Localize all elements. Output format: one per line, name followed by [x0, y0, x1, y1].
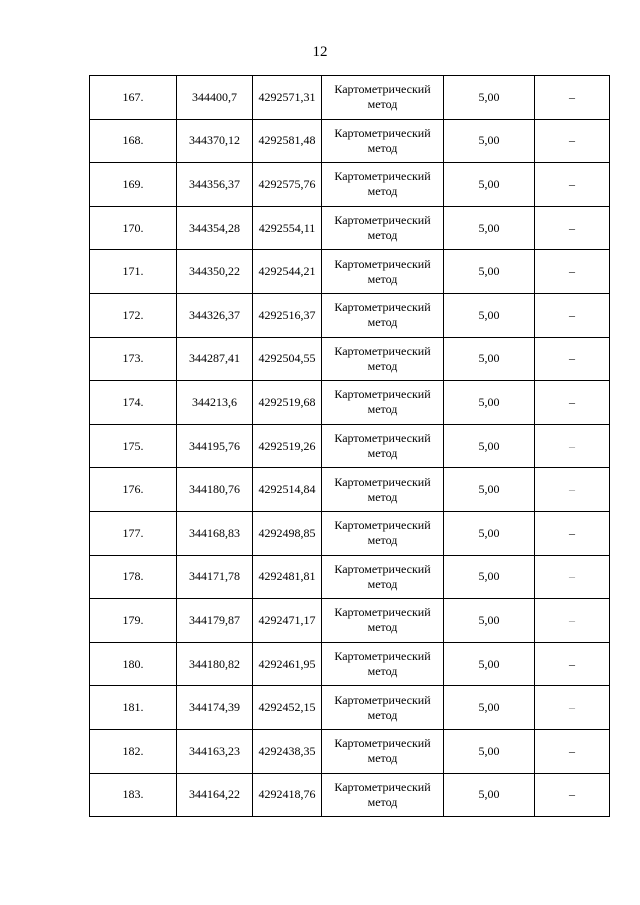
accuracy-text: 5,00 [478, 133, 500, 148]
method-cell [322, 511, 444, 555]
accuracy-cell [444, 293, 535, 337]
coord-y-cell [253, 381, 322, 425]
coord-x-cell [177, 555, 253, 599]
coord-y-text: 4292519,68 [258, 394, 316, 409]
coord-x-text: 344354,28 [189, 220, 240, 235]
note-cell [535, 468, 610, 512]
method-text-line2: метод [367, 620, 398, 635]
accuracy-text: 5,00 [478, 351, 500, 366]
accuracy-cell [444, 206, 535, 250]
method-text-line2: метод [367, 97, 398, 112]
accuracy-text: 5,00 [478, 700, 500, 715]
table-row [90, 424, 610, 468]
point-number-cell [90, 642, 177, 686]
method-cell [322, 337, 444, 381]
method-text-line1: Картометрический [334, 561, 431, 576]
point-number-text: 179. [122, 612, 144, 627]
method-text-line2: метод [367, 707, 398, 722]
coord-y-cell [253, 686, 322, 730]
coord-x-cell [177, 250, 253, 294]
point-number-cell [90, 250, 177, 294]
accuracy-text: 5,00 [478, 787, 500, 802]
coord-y-text: 4292471,17 [258, 612, 316, 627]
coord-x-cell [177, 468, 253, 512]
method-text-line2: метод [367, 402, 398, 417]
coord-y-text: 4292504,55 [258, 351, 316, 366]
note-cell [535, 686, 610, 730]
method-cell [322, 250, 444, 294]
point-number-cell [90, 163, 177, 207]
coord-y-cell [253, 642, 322, 686]
table-row [90, 642, 610, 686]
coord-x-cell [177, 337, 253, 381]
note-text: – [569, 133, 575, 148]
note-text: – [569, 264, 575, 279]
method-cell [322, 642, 444, 686]
note-text: – [569, 612, 575, 627]
method-cell [322, 555, 444, 599]
method-text-line2: метод [367, 446, 398, 461]
point-number-cell [90, 293, 177, 337]
method-text-line1: Картометрический [334, 518, 431, 533]
coord-x-text: 344326,37 [189, 307, 240, 322]
point-number-cell [90, 337, 177, 381]
point-number-text: 174. [122, 394, 144, 409]
coord-y-text: 4292575,76 [258, 176, 316, 191]
method-text-line1: Картометрический [334, 692, 431, 707]
accuracy-cell [444, 381, 535, 425]
point-number-text: 175. [122, 438, 144, 453]
coord-x-text: 344287,41 [189, 351, 240, 366]
note-text: – [569, 438, 575, 453]
method-text-line1: Картометрический [334, 474, 431, 489]
note-text: – [569, 743, 575, 758]
coord-x-text: 344400,7 [192, 89, 237, 104]
coord-x-cell [177, 424, 253, 468]
coord-x-cell [177, 729, 253, 773]
coord-x-text: 344179,87 [189, 612, 240, 627]
accuracy-cell [444, 250, 535, 294]
note-text: – [569, 220, 575, 235]
accuracy-text: 5,00 [478, 525, 500, 540]
method-text-line2: метод [367, 358, 398, 373]
coord-x-text: 344174,39 [189, 700, 240, 715]
method-text-line1: Картометрический [334, 387, 431, 402]
method-text-line2: метод [367, 271, 398, 286]
coord-y-cell [253, 773, 322, 817]
accuracy-text: 5,00 [478, 394, 500, 409]
coord-x-cell [177, 381, 253, 425]
method-cell [322, 381, 444, 425]
coord-x-cell [177, 511, 253, 555]
method-text-line1: Картометрический [334, 300, 431, 315]
accuracy-text: 5,00 [478, 176, 500, 191]
point-number-cell [90, 555, 177, 599]
coord-x-text: 344195,76 [189, 438, 240, 453]
accuracy-text: 5,00 [478, 743, 500, 758]
method-cell [322, 773, 444, 817]
note-cell [535, 250, 610, 294]
method-text-line2: метод [367, 315, 398, 330]
note-cell [535, 119, 610, 163]
coord-y-text: 4292544,21 [258, 264, 316, 279]
note-text: – [569, 525, 575, 540]
method-text-line2: метод [367, 140, 398, 155]
coord-y-cell [253, 206, 322, 250]
method-cell [322, 119, 444, 163]
point-number-text: 182. [122, 743, 144, 758]
coord-x-cell [177, 686, 253, 730]
coord-y-text: 4292571,31 [258, 89, 316, 104]
coord-y-cell [253, 599, 322, 643]
accuracy-cell [444, 686, 535, 730]
coord-y-cell [253, 729, 322, 773]
coord-y-text: 4292516,37 [258, 307, 316, 322]
note-text: – [569, 351, 575, 366]
coord-y-text: 4292554,11 [258, 220, 316, 235]
accuracy-text: 5,00 [478, 482, 500, 497]
note-cell [535, 337, 610, 381]
coord-y-text: 4292438,35 [258, 743, 316, 758]
coord-y-cell [253, 76, 322, 120]
coord-y-cell [253, 555, 322, 599]
accuracy-cell [444, 119, 535, 163]
method-cell [322, 468, 444, 512]
table-row [90, 381, 610, 425]
method-text-line1: Картометрический [334, 779, 431, 794]
coord-x-cell [177, 163, 253, 207]
note-text: – [569, 89, 575, 104]
point-number-text: 171. [122, 264, 144, 279]
note-cell [535, 511, 610, 555]
method-cell [322, 424, 444, 468]
coord-y-text: 4292481,81 [258, 569, 316, 584]
coord-x-text: 344350,22 [189, 264, 240, 279]
coord-x-cell [177, 293, 253, 337]
note-cell [535, 424, 610, 468]
method-cell [322, 76, 444, 120]
accuracy-text: 5,00 [478, 89, 500, 104]
point-number-cell [90, 773, 177, 817]
point-number-text: 167. [122, 89, 144, 104]
coord-x-text: 344171,78 [189, 569, 240, 584]
note-cell [535, 773, 610, 817]
table-row [90, 163, 610, 207]
accuracy-text: 5,00 [478, 438, 500, 453]
note-text: – [569, 569, 575, 584]
coord-y-cell [253, 424, 322, 468]
accuracy-cell [444, 773, 535, 817]
method-cell [322, 599, 444, 643]
method-text-line1: Картометрический [334, 125, 431, 140]
point-number-cell [90, 381, 177, 425]
table-row [90, 686, 610, 730]
coord-y-cell [253, 468, 322, 512]
point-number-cell [90, 686, 177, 730]
coord-y-text: 4292519,26 [258, 438, 316, 453]
coordinates-table-body [90, 76, 610, 817]
accuracy-cell [444, 555, 535, 599]
accuracy-cell [444, 76, 535, 120]
table-row [90, 206, 610, 250]
note-cell [535, 206, 610, 250]
table-row [90, 250, 610, 294]
coordinates-table [89, 75, 610, 817]
method-cell [322, 293, 444, 337]
coord-y-text: 4292418,76 [258, 787, 316, 802]
coord-x-cell [177, 599, 253, 643]
note-cell [535, 293, 610, 337]
coord-x-text: 344370,12 [189, 133, 240, 148]
coord-y-text: 4292452,15 [258, 700, 316, 715]
coord-x-cell [177, 206, 253, 250]
method-text-line2: метод [367, 576, 398, 591]
method-text-line2: метод [367, 533, 398, 548]
point-number-text: 178. [122, 569, 144, 584]
point-number-text: 168. [122, 133, 144, 148]
point-number-text: 177. [122, 525, 144, 540]
point-number-cell [90, 76, 177, 120]
point-number-cell [90, 206, 177, 250]
coord-y-text: 4292461,95 [258, 656, 316, 671]
accuracy-text: 5,00 [478, 569, 500, 584]
point-number-cell [90, 599, 177, 643]
coord-y-text: 4292514,84 [258, 482, 316, 497]
method-cell [322, 686, 444, 730]
coord-x-text: 344163,23 [189, 743, 240, 758]
coord-y-cell [253, 293, 322, 337]
point-number-text: 172. [122, 307, 144, 322]
accuracy-text: 5,00 [478, 307, 500, 322]
table-row [90, 773, 610, 817]
point-number-text: 176. [122, 482, 144, 497]
note-text: – [569, 307, 575, 322]
note-text: – [569, 700, 575, 715]
coord-x-cell [177, 76, 253, 120]
accuracy-cell [444, 599, 535, 643]
method-text-line1: Картометрический [334, 82, 431, 97]
note-cell [535, 642, 610, 686]
note-text: – [569, 394, 575, 409]
method-cell [322, 163, 444, 207]
point-number-cell [90, 424, 177, 468]
coord-y-cell [253, 337, 322, 381]
accuracy-cell [444, 337, 535, 381]
point-number-text: 183. [122, 787, 144, 802]
method-text-line1: Картометрический [334, 256, 431, 271]
point-number-text: 170. [122, 220, 144, 235]
method-cell [322, 729, 444, 773]
note-cell [535, 555, 610, 599]
accuracy-cell [444, 729, 535, 773]
note-cell [535, 599, 610, 643]
point-number-cell [90, 468, 177, 512]
accuracy-text: 5,00 [478, 656, 500, 671]
coord-y-text: 4292581,48 [258, 133, 316, 148]
method-text-line2: метод [367, 184, 398, 199]
method-text-line2: метод [367, 751, 398, 766]
note-cell [535, 381, 610, 425]
accuracy-cell [444, 511, 535, 555]
coord-x-text: 344356,37 [189, 176, 240, 191]
point-number-cell [90, 729, 177, 773]
note-cell [535, 76, 610, 120]
accuracy-text: 5,00 [478, 264, 500, 279]
method-text-line1: Картометрический [334, 213, 431, 228]
table-row [90, 76, 610, 120]
method-text-line1: Картометрический [334, 431, 431, 446]
point-number-text: 180. [122, 656, 144, 671]
page-number: 12 [312, 44, 328, 60]
accuracy-cell [444, 642, 535, 686]
method-text-line2: метод [367, 489, 398, 504]
method-text-line2: метод [367, 664, 398, 679]
accuracy-cell [444, 163, 535, 207]
note-text: – [569, 656, 575, 671]
note-cell [535, 163, 610, 207]
note-text: – [569, 787, 575, 802]
accuracy-cell [444, 468, 535, 512]
accuracy-text: 5,00 [478, 612, 500, 627]
coord-x-cell [177, 119, 253, 163]
method-text-line2: метод [367, 228, 398, 243]
coord-y-cell [253, 119, 322, 163]
coord-x-text: 344168,83 [189, 525, 240, 540]
table-row [90, 468, 610, 512]
coord-x-text: 344180,82 [189, 656, 240, 671]
method-text-line2: метод [367, 794, 398, 809]
table-row [90, 337, 610, 381]
method-text-line1: Картометрический [334, 736, 431, 751]
table-row [90, 599, 610, 643]
method-text-line1: Картометрический [334, 169, 431, 184]
point-number-text: 169. [122, 176, 144, 191]
coord-x-cell [177, 773, 253, 817]
accuracy-text: 5,00 [478, 220, 500, 235]
coord-x-cell [177, 642, 253, 686]
point-number-cell [90, 119, 177, 163]
coord-x-text: 344164,22 [189, 787, 240, 802]
coord-y-text: 4292498,85 [258, 525, 316, 540]
coord-x-text: 344180,76 [189, 482, 240, 497]
note-text: – [569, 482, 575, 497]
method-text-line1: Картометрический [334, 605, 431, 620]
note-cell [535, 729, 610, 773]
table-row [90, 555, 610, 599]
method-text-line1: Картометрический [334, 343, 431, 358]
table-row [90, 511, 610, 555]
point-number-cell [90, 511, 177, 555]
table-row [90, 119, 610, 163]
table-row [90, 729, 610, 773]
coord-y-cell [253, 250, 322, 294]
point-number-text: 173. [122, 351, 144, 366]
method-text-line1: Картометрический [334, 649, 431, 664]
note-text: – [569, 176, 575, 191]
point-number-text: 181. [122, 700, 144, 715]
method-cell [322, 206, 444, 250]
coord-y-cell [253, 511, 322, 555]
coord-x-text: 344213,6 [192, 394, 237, 409]
coord-y-cell [253, 163, 322, 207]
accuracy-cell [444, 424, 535, 468]
table-row [90, 293, 610, 337]
